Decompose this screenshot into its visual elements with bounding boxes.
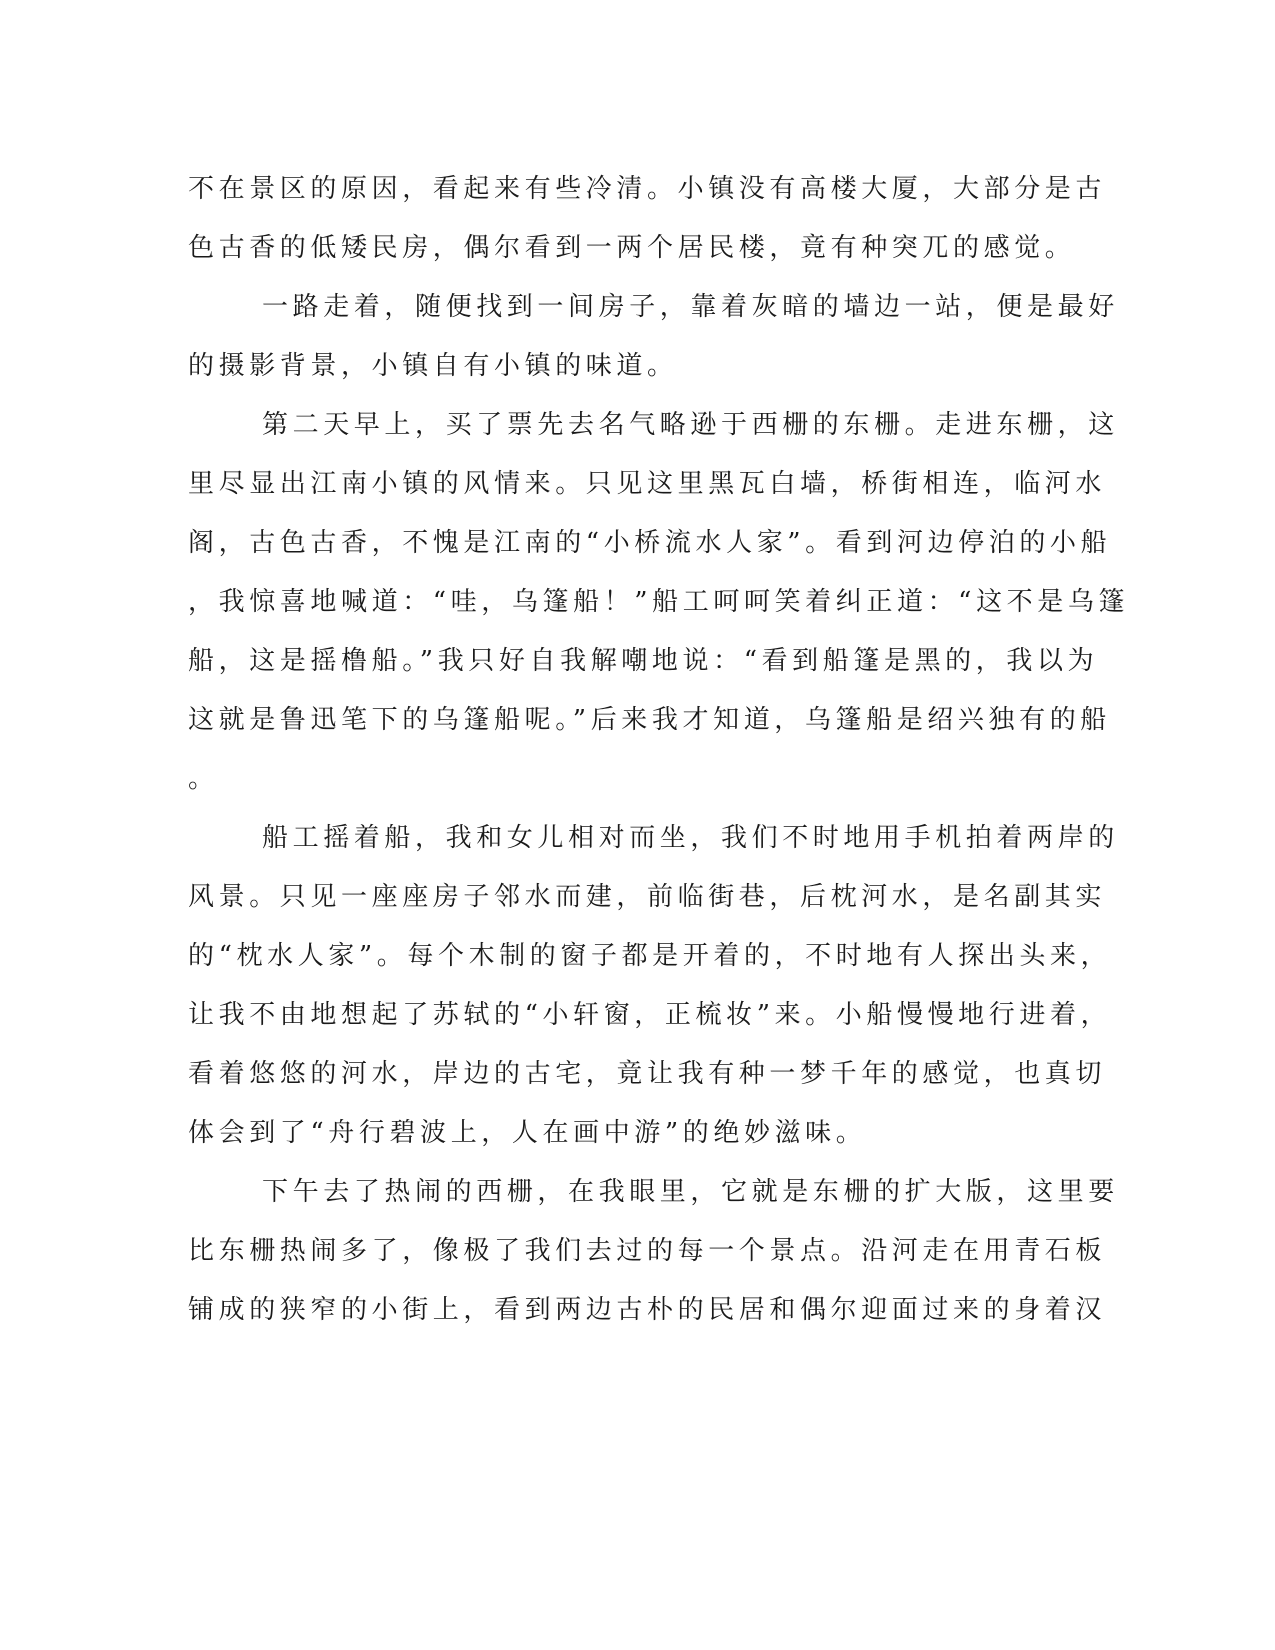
paragraph-start-line: 一路走着，随便找到一间房子，靠着灰暗的墙边一站，便是最好 (262, 292, 1119, 322)
paragraph-start-line: 第二天早上，买了票先去名气略逊于西栅的东栅。走进东栅，这 (262, 410, 1119, 440)
text-line: 让我不由地想起了苏轼的“小轩窗，正梳妆”来。小船慢慢地行进着， (188, 1000, 1112, 1030)
text-line: 阁，古色古香，不愧是江南的“小桥流水人家”。看到河边停泊的小船 (188, 528, 1112, 558)
text-line: 船，这是摇橹船。”我只好自我解嘲地说：“看到船篷是黑的，我以为 (188, 646, 1099, 676)
text-line: 比东栅热闹多了，像极了我们去过的每一个景点。沿河走在用青石板 (188, 1236, 1107, 1266)
text-line: 色古香的低矮民房，偶尔看到一两个居民楼，竟有种突兀的感觉。 (188, 233, 1076, 263)
text-line: 看着悠悠的河水，岸边的古宅，竟让我有种一梦千年的感觉，也真切 (188, 1059, 1107, 1089)
text-line: 风景。只见一座座房子邻水而建，前临街巷，后枕河水，是名副其实 (188, 882, 1107, 912)
text-line: 这就是鲁迅笔下的乌篷船呢。”后来我才知道，乌篷船是绍兴独有的船 (188, 705, 1111, 735)
text-line: 的摄影背景，小镇自有小镇的味道。 (188, 351, 678, 381)
text-line: 的“枕水人家”。每个木制的窗子都是开着的，不时地有人探出头来， (188, 941, 1112, 971)
paragraph-start-line: 船工摇着船，我和女儿相对而坐，我们不时地用手机拍着两岸的 (262, 823, 1119, 853)
text-line: 不在景区的原因，看起来有些冷清。小镇没有高楼大厦，大部分是古 (188, 174, 1107, 204)
text-line: 。 (188, 764, 219, 794)
body-text (188, 160, 1130, 1340)
paragraph-start-line: 下午去了热闹的西栅，在我眼里，它就是东栅的扩大版，这里要 (262, 1177, 1119, 1207)
text-line: 铺成的狭窄的小街上，看到两边古朴的民居和偶尔迎面过来的身着汉 (188, 1295, 1107, 1325)
text-line: 体会到了“舟行碧波上，人在画中游”的绝妙滋味。 (188, 1118, 867, 1148)
text-line: 里尽显出江南小镇的风情来。只见这里黑瓦白墙，桥街相连，临河水 (188, 469, 1107, 499)
text-line: ，我惊喜地喊道：“哇，乌篷船！”船工呵呵笑着纠正道：“这不是乌篷 (188, 587, 1130, 617)
